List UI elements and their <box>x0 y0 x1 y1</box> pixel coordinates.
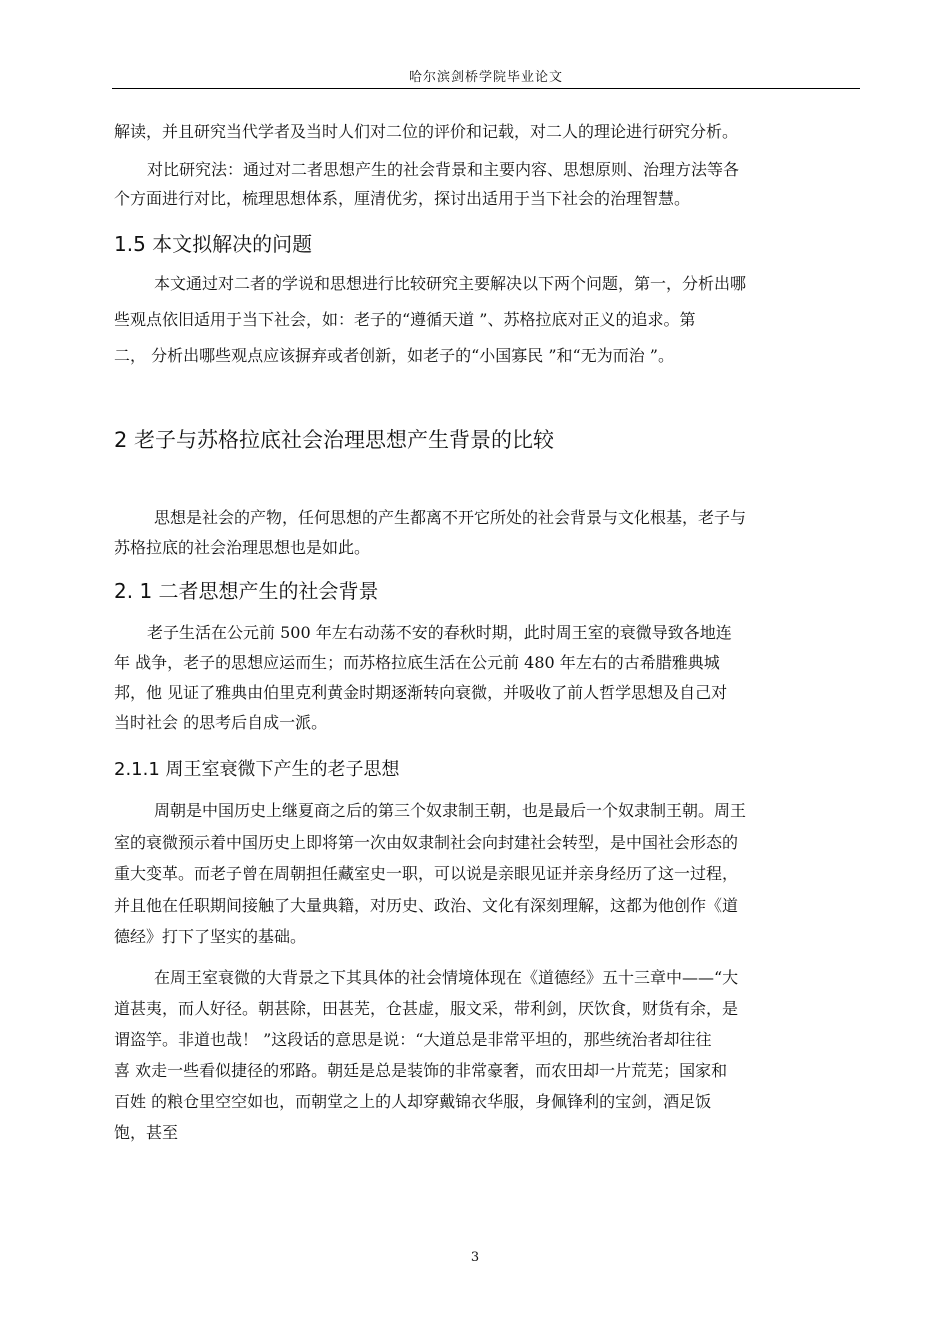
header-rule <box>112 88 860 89</box>
text-line: 周朝是中国历史上继夏商之后的第三个奴隶制王朝，也是最后一个奴隶制王朝。周王 <box>154 801 747 820</box>
text-line: 本文通过对二者的学说和思想进行比较研究主要解决以下两个问题，第一，分析出哪 <box>154 274 747 293</box>
text-line: 道甚夷，而人好径。朝甚除，田甚芜，仓甚虚，服文采，带利剑，厌饮食，财货有余，是 <box>114 999 739 1018</box>
paragraph-zhou-dynasty <box>114 795 858 953</box>
page-number: 3 <box>470 1250 480 1265</box>
running-header: 哈尔滨剑桥学院毕业论文 <box>408 70 563 85</box>
text-line: 重大变革。而老子曾在周朝担任藏室史一职，可以说是亲眼见证并亲身经历了这一过程， <box>114 864 739 883</box>
text-line: 思想是社会的产物，任何思想的产生都离不开它所处的社会背景与文化根基，老子与 <box>154 508 747 527</box>
paragraph-chapter-intro <box>114 503 858 563</box>
paragraph-method-summary <box>114 117 858 146</box>
subsection-heading-2-1-1: 2.1.1 周王室衰微下产生的老子思想 <box>114 759 400 780</box>
paragraph-social-background <box>114 618 858 738</box>
text-line: 谓盗竽。非道也哉！ ”这段话的意思是说：“大道总是非常平坦的，那些统治者却往往 <box>114 1030 712 1049</box>
text-line: 喜 欢走一些看似捷径的邪路。朝廷是总是装饰的非常豪奢，而农田却一片荒芜；国家和 <box>114 1061 728 1080</box>
text-line: 个方面进行对比，梳理思想体系，厘清优劣，探讨出适用于当下社会的治理智慧。 <box>114 189 691 208</box>
text-line: 二， 分析出哪些观点应该摒弃或者创新，如老子的“小国寡民 ”和“无为而治 ”。 <box>114 346 674 365</box>
text-line: 当时社会 的思考后自成一派。 <box>114 713 328 732</box>
text-line: 老子生活在公元前 500 年左右动荡不安的春秋时期，此时周王室的衰微导致各地连 <box>147 623 732 642</box>
text-line: 室的衰微预示着中国历史上即将第一次由奴隶制社会向封建社会转型，是中国社会形态的 <box>114 832 739 852</box>
text-line: 德经》打下了坚实的基础。 <box>114 927 307 946</box>
chapter-heading-2: 2 老子与苏格拉底社会治理思想产生背景的比较 <box>114 428 555 452</box>
text-line: 邦，他 见证了雅典由伯里克利黄金时期逐渐转向衰微，并吸收了前人哲学思想及自己对 <box>114 683 728 702</box>
text-line: 并且他在任职期间接触了大量典籍，对历史、政治、文化有深刻理解，这都为他创作《道 <box>114 895 739 915</box>
text-line: 对比研究法：通过对二者思想产生的社会背景和主要内容、思想原则、治理方法等各 <box>147 160 740 179</box>
paragraph-problems <box>114 266 858 374</box>
paragraph-daodejing-53 <box>114 962 858 1148</box>
paragraph-comparative-method <box>114 155 858 213</box>
text-line: 在周王室衰微的大背景之下其具体的社会情境体现在《道德经》五十三章中——“大 <box>154 968 739 987</box>
text-line: 解读，并且研究当代学者及当时人们对二位的评价和记载，对二人的理论进行研究分析。 <box>114 122 739 141</box>
text-line: 饱，甚至 <box>114 1123 179 1142</box>
text-line: 些观点依旧适用于当下社会，如：老子的“遵循天道 ”、苏格拉底对正义的追求。第 <box>114 310 696 329</box>
section-heading-1-5: 1.5 本文拟解决的问题 <box>114 232 313 256</box>
text-line: 苏格拉底的社会治理思想也是如此。 <box>114 538 371 557</box>
text-line: 百姓 的粮仓里空空如也，而朝堂之上的人却穿戴锦衣华服，身佩锋利的宝剑，酒足饭 <box>114 1092 712 1111</box>
section-heading-2-1: 2. 1 二者思想产生的社会背景 <box>114 579 379 603</box>
text-line: 年 战争，老子的思想应运而生；而苏格拉底生活在公元前 480 年左右的古希腊雅典城 <box>114 653 720 672</box>
